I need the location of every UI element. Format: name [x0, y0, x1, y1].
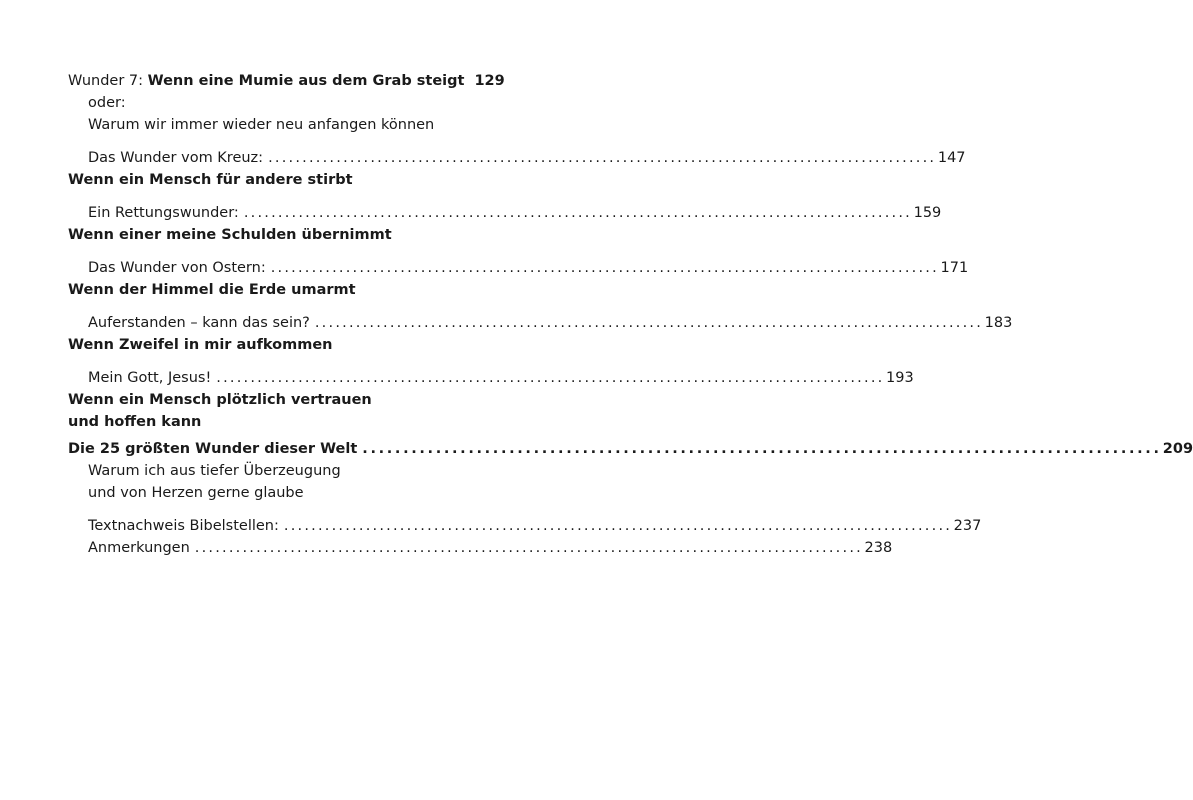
toc-entry-page: 183 — [984, 315, 1013, 331]
toc-entry-page: 129 — [474, 73, 505, 89]
toc-subtitle: oder: — [88, 95, 126, 111]
dot-leader — [268, 148, 933, 168]
toc-entry-prefix: Wunder 7: — [68, 73, 148, 89]
toc-entry-page: 147 — [937, 150, 966, 166]
toc-entry-title: Textnachweis Bibelstellen: — [88, 518, 279, 534]
toc-entry-title: Das Wunder von Ostern: — [88, 260, 266, 276]
toc-entry-page: 159 — [913, 205, 942, 221]
dot-leader — [244, 203, 909, 223]
toc-subtitle: Warum ich aus tiefer Überzeugung — [88, 463, 341, 479]
toc-entry-page: 193 — [886, 370, 914, 386]
toc-entry-page: 171 — [940, 260, 969, 276]
toc-entry-auferstanden[interactable] — [88, 313, 1013, 333]
dot-leader — [216, 368, 881, 388]
toc-entry-title: Wenn eine Mumie aus dem Grab steigt — [147, 73, 465, 89]
toc-entry-title: Mein Gott, Jesus! — [88, 370, 212, 386]
toc-subtitle: Wenn einer meine Schulden übernimmt — [68, 227, 392, 243]
toc-entry-rettungswunder[interactable] — [88, 203, 942, 223]
toc-subtitle: und hoffen kann — [68, 414, 202, 430]
toc-entry-25-wunder[interactable] — [68, 439, 1193, 459]
dot-leader — [284, 516, 949, 536]
toc-entry-mein-gott[interactable] — [88, 368, 914, 388]
toc-entry-page: 237 — [953, 518, 982, 534]
toc-subtitle: Wenn Zweifel in mir aufkommen — [68, 337, 333, 353]
toc-entry-anmerkungen[interactable] — [88, 538, 893, 558]
toc-entry-title: Die 25 größten Wunder dieser Welt — [68, 441, 358, 457]
toc-entry-title: Anmerkungen — [88, 540, 190, 556]
dot-leader — [271, 258, 936, 278]
toc-subtitle: Wenn der Himmel die Erde umarmt — [68, 282, 356, 298]
toc-subtitle: Wenn ein Mensch für andere stirbt — [68, 172, 353, 188]
toc-subtitle: Wenn ein Mensch plötzlich vertrauen — [68, 392, 372, 408]
toc-entry-wunder-7[interactable] — [68, 71, 505, 91]
dot-leader — [362, 439, 1157, 459]
toc-subtitle: Warum wir immer wieder neu anfangen können — [88, 117, 435, 133]
toc-entry-title: Das Wunder vom Kreuz: — [88, 150, 264, 166]
toc-entry-ostern[interactable] — [88, 258, 969, 278]
toc-entry-page: 209 — [1162, 441, 1193, 457]
toc-entry-textnachweis[interactable] — [88, 516, 982, 536]
dot-leader — [195, 538, 860, 558]
toc-subtitle: und von Herzen gerne glaube — [88, 485, 304, 501]
toc-entry-page: 238 — [864, 540, 893, 556]
dot-leader — [315, 313, 980, 333]
toc-entry-title: Auferstanden – kann das sein? — [88, 315, 310, 331]
toc-entry-title: Ein Rettungswunder: — [88, 205, 239, 221]
toc-entry-kreuz[interactable] — [88, 148, 966, 168]
